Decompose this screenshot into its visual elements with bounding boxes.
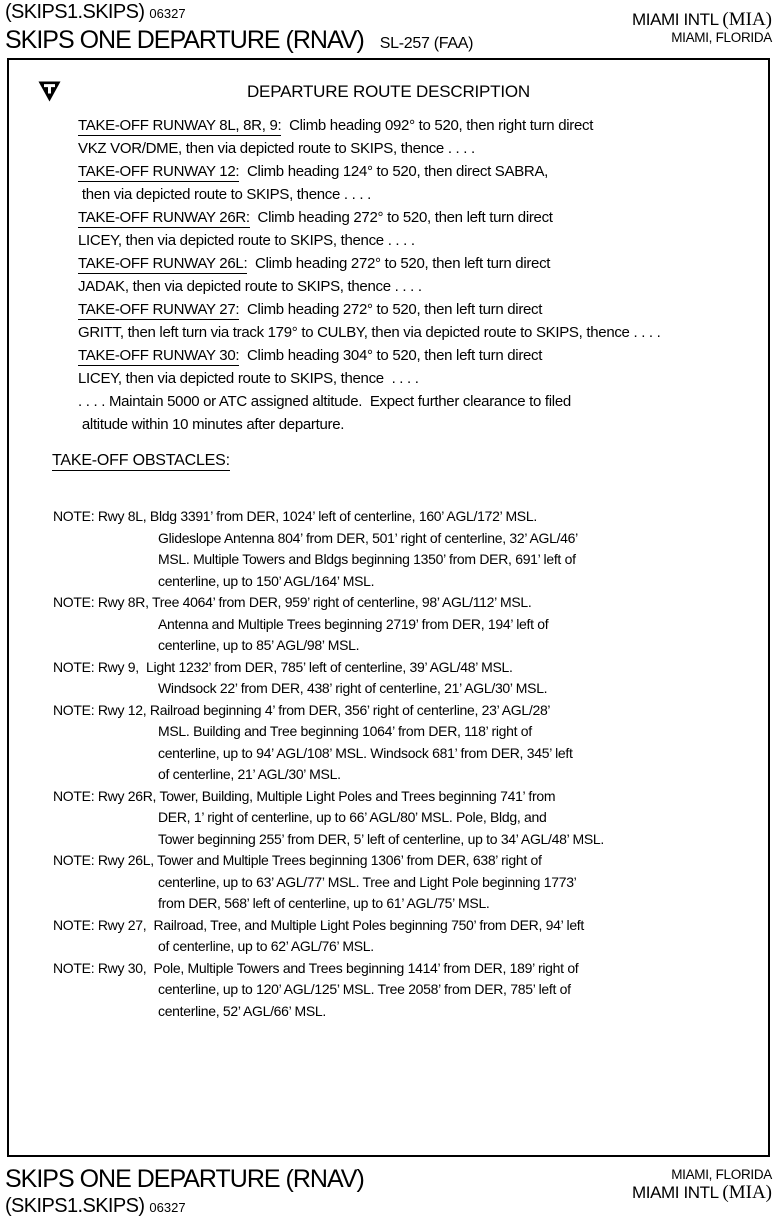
airport-line — [632, 9, 772, 30]
note-text: centerline, up to 94’ AGL/108’ MSL. Windsock 681’ from DER, 345’ left — [158, 744, 573, 761]
note-line — [53, 657, 760, 679]
note-line — [53, 979, 760, 1001]
obstacle-note — [53, 786, 760, 851]
note-line — [53, 764, 760, 786]
route-text: . . . . Maintain 5000 or ATC assigned altitude. Expect further clearance to filed — [78, 393, 571, 410]
route-line — [78, 344, 758, 367]
route-line — [78, 137, 758, 160]
route-line — [78, 298, 758, 321]
note-text: Railroad beginning 4’ from DER, 356’ right of centerline, 23’ AGL/28’ — [146, 701, 551, 718]
route-line — [78, 275, 758, 298]
note-text: Windsock 22’ from DER, 438’ right of centerline, 21’ AGL/30’ MSL. — [158, 680, 548, 696]
note-text: Bldg 3391’ from DER, 1024’ left of centerline, 160’ AGL/172’ MSL. — [146, 508, 537, 524]
route-line — [78, 390, 758, 413]
note-label: NOTE: Rwy 26L, — [53, 852, 154, 868]
route-text: Climb heading 092° to 520, then right turn direct — [281, 117, 594, 134]
note-label: NOTE: Rwy 8R, — [53, 594, 149, 610]
runway-label: TAKE-OFF RUNWAY 26R: — [78, 209, 250, 226]
title-line — [5, 25, 473, 55]
route-text: VKZ VOR/DME, then via depicted route to SKIPS, thence . . . . — [78, 140, 475, 157]
route-paragraph — [78, 114, 758, 160]
runway-label: TAKE-OFF RUNWAY 12: — [78, 163, 240, 180]
route-text: Climb heading 272° to 520, then left turn direct — [249, 209, 553, 226]
procedure-id-line — [5, 1, 473, 25]
header-left — [5, 1, 473, 55]
route-line — [78, 252, 758, 275]
note-text: Antenna and Multiple Trees beginning 2719’ from DER, 194’ left of — [158, 615, 549, 632]
procedure-number: 06327 — [149, 6, 186, 21]
footer-airport-code: (MIA) — [722, 1182, 772, 1204]
note-text: Tower and Multiple Trees beginning 1306’ from DER, 638’ right of — [153, 852, 542, 868]
runway-label: TAKE-OFF RUNWAY 8L, 8R, 9: — [78, 117, 282, 134]
note-line — [53, 571, 760, 593]
footer-airport-name: MIAMI INTL — [632, 1183, 719, 1203]
route-text: Climb heading 124° to 520, then direct SABRA, — [239, 163, 549, 180]
note-text: Glideslope Antenna 804’ from DER, 501’ right of centerline, 32’ AGL/46’ — [158, 529, 578, 546]
note-line — [53, 549, 760, 571]
obstacle-note — [53, 958, 760, 1023]
obstacle-note — [53, 850, 760, 915]
note-text: centerline, up to 120’ AGL/125’ MSL. Tree 2058’ from DER, 785’ left of — [158, 981, 571, 997]
route-paragraph — [78, 298, 758, 344]
note-line — [53, 807, 760, 829]
footer-procedure-id-line — [5, 1195, 364, 1219]
note-text: of centerline, up to 62’ AGL/76’ MSL. — [158, 938, 374, 954]
note-line — [53, 893, 760, 915]
obstacle-notes — [53, 506, 760, 1022]
obstacle-note — [53, 657, 760, 700]
note-text: centerline, 52’ AGL/66’ MSL. — [158, 1002, 326, 1019]
chart-reference: SL-257 (FAA) — [379, 35, 474, 52]
route-line — [78, 321, 758, 344]
note-line — [53, 743, 760, 765]
obstacle-note — [53, 915, 760, 958]
route-paragraph — [78, 160, 758, 206]
runway-label: TAKE-OFF RUNWAY 30: — [78, 347, 240, 364]
footer-airport-line — [632, 1182, 772, 1203]
note-line — [53, 592, 760, 614]
note-label: NOTE: Rwy 9, — [53, 658, 139, 675]
route-text: LICEY, then via depicted route to SKIPS, thence . . . . — [78, 370, 419, 387]
note-text: Tower, Building, Multiple Light Poles and Trees beginning 741’ from — [156, 787, 556, 804]
route-description-heading: DEPARTURE ROUTE DESCRIPTION — [246, 82, 530, 101]
note-line — [53, 678, 760, 700]
footer-city-state: MIAMI, FLORIDA — [671, 1167, 772, 1182]
route-line — [78, 183, 758, 206]
obstacle-note — [53, 700, 760, 786]
note-label: NOTE: Rwy 8L, — [53, 508, 147, 524]
note-line — [53, 829, 760, 851]
route-paragraph — [78, 252, 758, 298]
note-line — [53, 872, 760, 894]
note-text: MSL. Building and Tree beginning 1064’ from DER, 118’ right of — [158, 723, 532, 739]
route-line — [78, 206, 758, 229]
procedure-id: (SKIPS1.SKIPS) — [5, 1, 145, 23]
airport-name: MIAMI INTL — [632, 10, 719, 29]
note-text: MSL. Multiple Towers and Bldgs beginning 1350’ from DER, 691’ left of — [158, 551, 576, 567]
note-line — [53, 506, 760, 528]
route-line — [78, 114, 758, 137]
note-line — [53, 614, 760, 636]
route-paragraphs — [78, 114, 758, 436]
footer-procedure-number: 06327 — [149, 1200, 186, 1215]
note-line — [53, 936, 760, 958]
route-text: JADAK, then via depicted route to SKIPS, thence . . . . — [78, 278, 422, 295]
note-text: Light 1232’ from DER, 785’ left of centerline, 39’ AGL/48’ MSL. — [138, 658, 513, 675]
route-text: Climb heading 272° to 520, then left turn direct — [239, 301, 543, 318]
route-paragraph — [78, 344, 758, 390]
note-text: centerline, up to 85’ AGL/98’ MSL. — [158, 637, 360, 653]
note-text: from DER, 568’ left of centerline, up to 61’ AGL/75’ MSL. — [158, 895, 490, 911]
takeoff-obstacles-heading: TAKE-OFF OBSTACLES: — [52, 452, 230, 469]
footer-left — [5, 1163, 364, 1219]
route-text: Climb heading 304° to 520, then left turn direct — [239, 347, 543, 364]
header-right — [632, 9, 772, 45]
footer-procedure-id: (SKIPS1.SKIPS) — [5, 1195, 145, 1217]
note-text: centerline, up to 63’ AGL/77’ MSL. Tree and Light Pole beginning 1773’ — [158, 873, 577, 890]
note-line — [53, 786, 760, 808]
runway-label: TAKE-OFF RUNWAY 26L: — [78, 255, 248, 272]
route-text: Climb heading 272° to 520, then left turn direct — [247, 255, 551, 272]
note-line — [53, 635, 760, 657]
note-line — [53, 850, 760, 872]
note-text: Tower beginning 255’ from DER, 5’ left of centerline, up to 34’ AGL/48’ MSL. — [158, 830, 604, 847]
note-text: of centerline, 21’ AGL/30’ MSL. — [158, 766, 341, 782]
note-line — [53, 915, 760, 937]
note-line — [53, 1001, 760, 1023]
runway-label: TAKE-OFF RUNWAY 27: — [78, 301, 240, 318]
note-line — [53, 958, 760, 980]
note-text: centerline, up to 150’ AGL/164’ MSL. — [158, 572, 375, 589]
note-line — [53, 700, 760, 722]
route-line — [78, 229, 758, 252]
route-text: GRITT, then left turn via track 179° to CULBY, then via depicted route to SKIPS, thence . . . . — [78, 324, 661, 341]
chart-body-box — [7, 58, 770, 1157]
note-line — [53, 528, 760, 550]
city-state: MIAMI, FLORIDA — [671, 30, 772, 46]
obstacle-note — [53, 592, 760, 657]
footer-right — [632, 1167, 772, 1203]
obstacle-note — [53, 506, 760, 592]
route-paragraph — [78, 390, 758, 436]
note-label: NOTE: Rwy 27, — [53, 916, 147, 933]
route-text: altitude within 10 minutes after departure. — [78, 416, 345, 433]
page-title: SKIPS ONE DEPARTURE (RNAV) — [5, 26, 364, 54]
note-text: Tree 4064’ from DER, 959’ right of centerline, 98’ AGL/112’ MSL. — [148, 594, 532, 610]
note-line — [53, 721, 760, 743]
note-label: NOTE: Rwy 26R, — [53, 787, 157, 804]
footer-title: SKIPS ONE DEPARTURE (RNAV) — [5, 1165, 364, 1193]
route-text: LICEY, then via depicted route to SKIPS, thence . . . . — [78, 232, 415, 249]
note-text: Railroad, Tree, and Multiple Light Poles beginning 750’ from DER, 94’ left — [146, 916, 584, 933]
note-text: Pole, Multiple Towers and Trees beginning 1414’ from DER, 189’ right of — [146, 959, 579, 976]
route-paragraph — [78, 206, 758, 252]
route-text: then via depicted route to SKIPS, thence . . . . — [78, 186, 371, 203]
note-label: NOTE: Rwy 30, — [53, 959, 147, 976]
note-label: NOTE: Rwy 12, — [53, 701, 147, 718]
route-line — [78, 413, 758, 436]
route-line — [78, 367, 758, 390]
route-line — [78, 160, 758, 183]
airport-code: (MIA) — [722, 9, 772, 30]
note-text: DER, 1’ right of centerline, up to 66’ AGL/80’ MSL. Pole, Bldg, and — [158, 809, 547, 825]
